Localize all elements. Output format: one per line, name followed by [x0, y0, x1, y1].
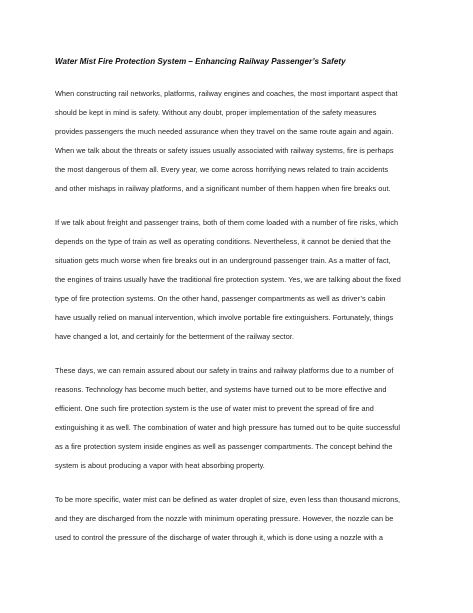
paragraph-3-line-2: reasons. Technology has become much better, and systems have turned out to be more effective and — [55, 385, 387, 394]
paragraph-2-line-3: situation gets much worse when fire breaks out in an underground passenger train. As a matter of fact, — [55, 256, 391, 265]
paragraph-1-line-3: provides passengers the much needed assurance when they travel on the same route again and again. — [55, 127, 394, 136]
paragraph-2-line-4: the engines of trains usually have the traditional fire protection system. Yes, we are talking about the fixed — [55, 275, 401, 284]
paragraph-3-line-1: These days, we can remain assured about our safety in trains and railway platforms due to a number of — [55, 366, 394, 375]
paragraph-3-line-4: extinguishing it as well. The combination of water and high pressure has turned out to be quite successful — [55, 423, 401, 432]
paragraph-4-line-3: used to control the pressure of the discharge of water through it, which is done using a nozzle with a — [55, 533, 383, 542]
paragraph-2-line-7: have changed a lot, and certainly for the betterment of the railway sector. — [55, 332, 295, 341]
paragraph-2-line-5: type of fire protection systems. On the other hand, passenger compartments as well as driver’s cabin — [55, 294, 386, 303]
paragraph-4-line-1: To be more specific, water mist can be defined as water droplet of size, even less than thousand microns, — [55, 495, 401, 504]
paragraph-2-line-6: have usually relied on manual intervention, which involve portable fire extinguishers. Fortunately, things — [55, 313, 394, 322]
paragraph-4-line-2: and they are discharged from the nozzle with minimum operating pressure. However, the nozzle can be — [55, 514, 394, 523]
paragraph-3-line-5: as a fire protection system inside engines as well as passenger compartments. The concept behind the — [55, 442, 393, 451]
paragraph-1-line-1: When constructing rail networks, platforms, railway engines and coaches, the most important aspect that — [55, 89, 398, 98]
paragraph-1-line-5: the most dangerous of them all. Every year, we come across horrifying news related to train accidents — [55, 165, 389, 174]
paragraph-3-line-3: efficient. One such fire protection system is the use of water mist to prevent the spread of fire and — [55, 404, 374, 413]
paragraph-2-line-2: depends on the type of train as well as operating conditions. Nevertheless, it cannot be denied that the — [55, 237, 391, 246]
paragraph-2-line-1: If we talk about freight and passenger trains, both of them come loaded with a number of fire risks, which — [55, 218, 399, 227]
paragraph-1-line-4: When we talk about the threats or safety issues usually associated with railway systems, fire is perhaps — [55, 146, 394, 155]
document-title: Water Mist Fire Protection System – Enhancing Railway Passenger’s Safety — [55, 57, 346, 66]
paragraph-1-line-2: should be kept in mind is safety. Without any doubt, proper implementation of the safety measures — [55, 108, 377, 117]
paragraph-3-line-6: system is about producing a vapor with heat absorbing property. — [55, 461, 265, 470]
paragraph-1-line-6: and other mishaps in railway platforms, and a significant number of them happen when fire breaks out. — [55, 184, 391, 193]
